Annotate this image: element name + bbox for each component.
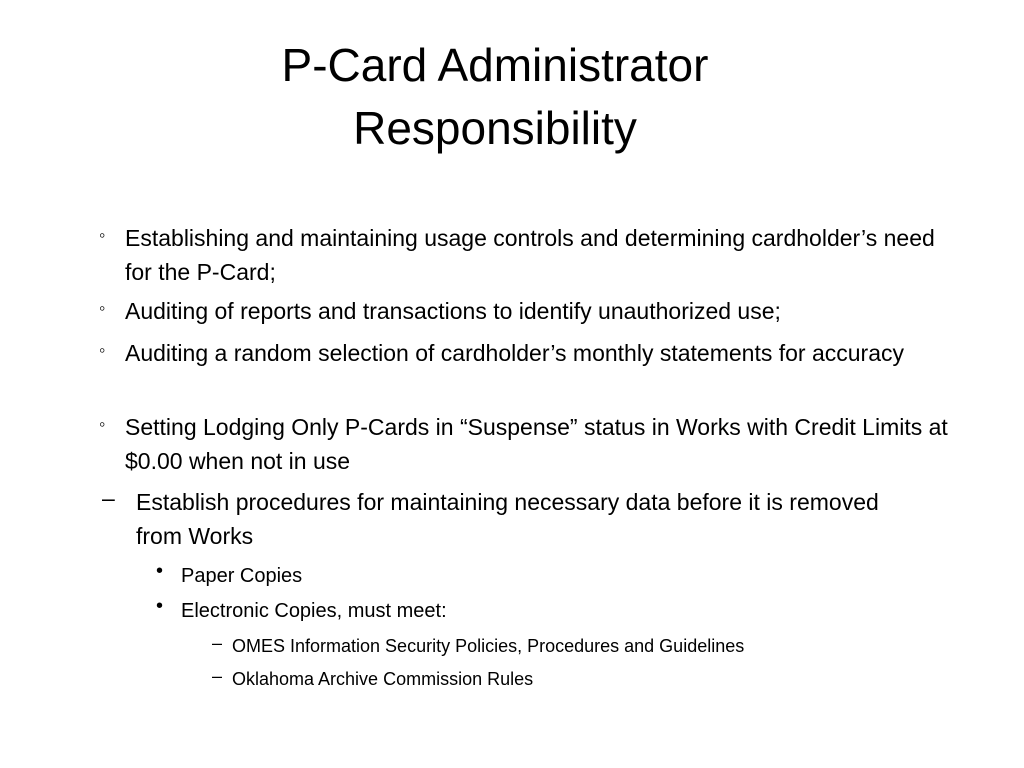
- list-item-text: Paper Copies: [181, 565, 303, 587]
- list-item-text: Establishing and maintaining usage controls and determining cardholder’s need for the P-Card;: [125, 225, 935, 285]
- dash-bullet-icon: –: [212, 633, 223, 653]
- list-item: [99, 336, 925, 370]
- dot-bullet-icon: •: [156, 560, 164, 582]
- list-item-text: Electronic Copies, must meet:: [181, 600, 447, 622]
- list-item: [156, 560, 881, 591]
- title-line-2: Responsibility: [353, 102, 637, 154]
- dot-bullet-icon: •: [156, 595, 164, 617]
- list-item: [212, 633, 932, 659]
- hollow-bullet-icon: ◦: [99, 414, 106, 434]
- list-item-text: Setting Lodging Only P-Cards in “Suspense” status in Works with Credit Limits at $0.00 when not in use: [125, 414, 948, 474]
- list-item: [156, 595, 881, 626]
- list-item-text: Establish procedures for maintaining necessary data before it is removed from Works: [136, 489, 879, 549]
- list-item-text: Auditing a random selection of cardholder’s monthly statements for accuracy: [125, 340, 904, 366]
- list-item: [99, 221, 955, 289]
- list-item: [99, 410, 955, 478]
- list-item-text: OMES Information Security Policies, Procedures and Guidelines: [232, 636, 745, 656]
- hollow-bullet-icon: ◦: [99, 298, 106, 318]
- hollow-bullet-icon: ◦: [99, 225, 106, 245]
- dash-bullet-icon: –: [212, 666, 223, 686]
- list-item: [212, 666, 932, 692]
- hollow-bullet-icon: ◦: [99, 340, 106, 360]
- list-item: [102, 485, 916, 553]
- title-line-1: P-Card Administrator: [281, 39, 709, 91]
- slide-title: [100, 34, 890, 160]
- dash-bullet-icon: –: [102, 485, 115, 511]
- list-item-text: Oklahoma Archive Commission Rules: [232, 669, 534, 689]
- list-item: [99, 294, 955, 328]
- list-item-text: Auditing of reports and transactions to identify unauthorized use;: [125, 298, 781, 324]
